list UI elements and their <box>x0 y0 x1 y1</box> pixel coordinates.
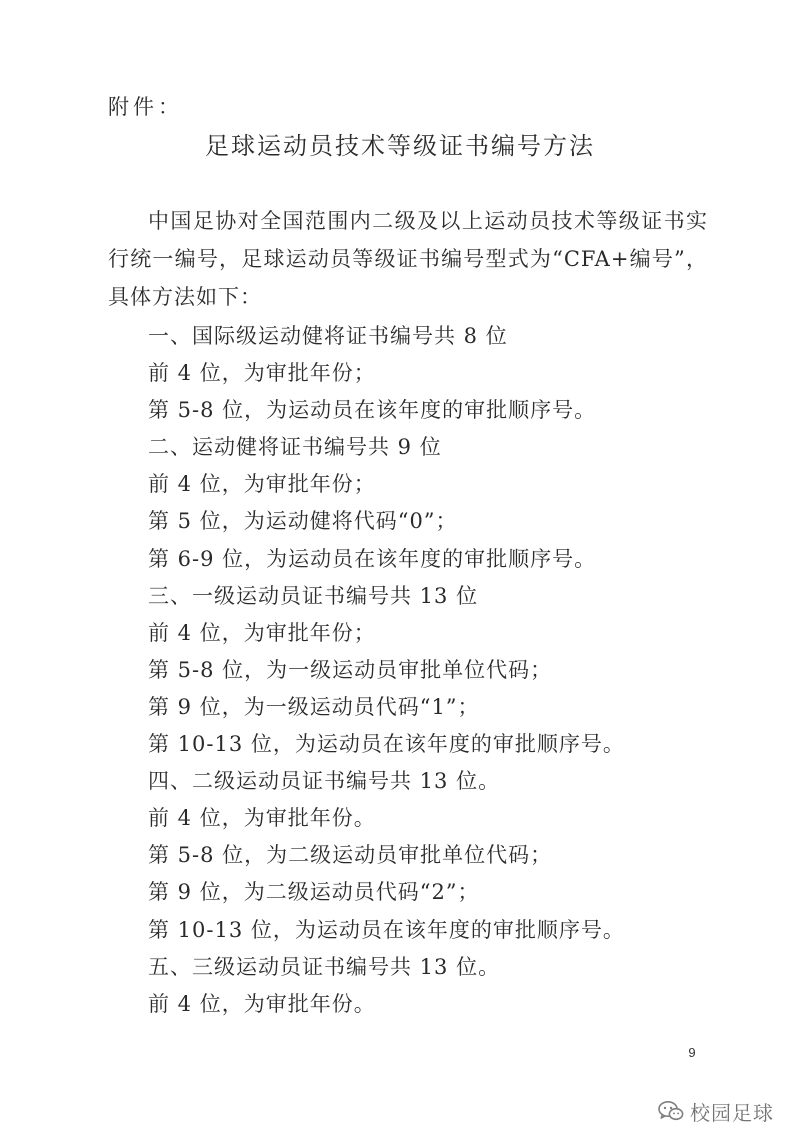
list-item: 第 5-8 位，为二级运动员审批单位代码； <box>148 843 553 868</box>
list-item: 四、二级运动员证书编号共 13 位。 <box>148 769 501 794</box>
intro-paragraph: 中国足协对全国范围内二级及以上运动员技术等级证书实行统一编号，足球运动员等级证书编号型式为“CFA+编号”，具体方法如下： <box>108 209 708 309</box>
list-item: 第 5-8 位，为运动员在该年度的审批顺序号。 <box>148 398 597 423</box>
document-title: 足球运动员技术等级证书编号方法 <box>205 132 595 160</box>
list-item: 前 4 位，为审批年份； <box>148 472 376 497</box>
watermark <box>658 1097 774 1125</box>
watermark-text: 校园足球 <box>690 1100 774 1125</box>
list-item: 三、一级运动员证书编号共 13 位 <box>148 583 479 608</box>
page-number: 9 <box>688 1045 696 1060</box>
list-item: 第 9 位，为二级运动员代码“2”； <box>148 880 480 905</box>
list-item: 第 10-13 位，为运动员在该年度的审批顺序号。 <box>148 732 625 757</box>
list-item: 前 4 位，为审批年份。 <box>148 991 376 1016</box>
list-item: 二、运动健将证书编号共 9 位 <box>148 435 442 460</box>
list-item: 第 10-13 位，为运动员在该年度的审批顺序号。 <box>148 917 625 942</box>
list-item: 第 6-9 位，为运动员在该年度的审批顺序号。 <box>148 546 597 571</box>
list-item: 第 9 位，为一级运动员代码“1”； <box>148 694 480 719</box>
list-item: 第 5 位，为运动健将代码“0”； <box>148 509 458 534</box>
wechat-icon <box>658 1100 684 1122</box>
list-item: 五、三级运动员证书编号共 13 位。 <box>148 954 501 979</box>
list-item: 前 4 位，为审批年份； <box>148 620 376 645</box>
list-item: 前 4 位，为审批年份； <box>148 361 376 386</box>
attachment-label: 附件： <box>108 95 183 119</box>
list-item: 前 4 位，为审批年份。 <box>148 806 376 831</box>
list-item: 第 5-8 位，为一级运动员审批单位代码； <box>148 657 553 682</box>
list-item: 一、国际级运动健将证书编号共 8 位 <box>148 324 508 348</box>
numbering-rules-list <box>148 318 625 1023</box>
